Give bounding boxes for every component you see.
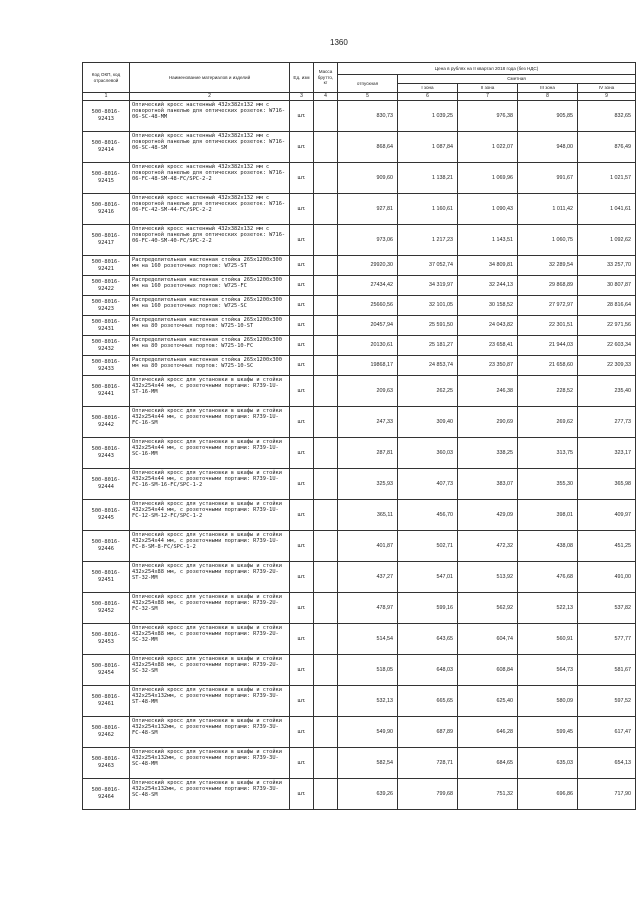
table-cell-retail-price: 29920,30 <box>338 256 398 276</box>
table-cell-retail-price: 209,63 <box>338 376 398 407</box>
table-cell-mass <box>314 779 338 810</box>
table-cell-code: 500-8016-92441 <box>83 376 130 407</box>
table-cell-zone1-price: 648,03 <box>398 655 458 686</box>
table-cell-mass <box>314 163 338 194</box>
column-index: 6 <box>398 93 458 101</box>
table-cell-code: 500-8016-92444 <box>83 469 130 500</box>
table-cell-name: Оптический кросс для установки в шкафы и стойки 432x254x132мм, с розеточными портами: R739-3U-SC-48-MM <box>130 748 290 779</box>
table-cell-mass <box>314 296 338 316</box>
table-cell-zone4-price: 577,77 <box>578 624 636 655</box>
table-cell-zone2-price: 1 143,51 <box>458 225 518 256</box>
table-cell-retail-price: 365,11 <box>338 500 398 531</box>
table-cell-unit: шт. <box>290 717 314 748</box>
table-cell-zone1-price: 1 087,84 <box>398 132 458 163</box>
table-row <box>83 655 636 686</box>
table-cell-zone1-price: 309,40 <box>398 407 458 438</box>
table-cell-zone1-price: 407,73 <box>398 469 458 500</box>
table-cell-zone2-price: 625,40 <box>458 686 518 717</box>
table-cell-code: 500-8016-92442 <box>83 407 130 438</box>
table-row <box>83 562 636 593</box>
table-cell-code: 500-8016-92453 <box>83 624 130 655</box>
table-cell-zone3-price: 398,01 <box>518 500 578 531</box>
table-cell-zone2-price: 34 809,81 <box>458 256 518 276</box>
table-cell-zone4-price: 537,82 <box>578 593 636 624</box>
column-index: 7 <box>458 93 518 101</box>
table-cell-zone4-price: 717,90 <box>578 779 636 810</box>
table-cell-zone4-price: 581,67 <box>578 655 636 686</box>
table-cell-zone3-price: 29 868,89 <box>518 276 578 296</box>
table-cell-code: 500-8016-92454 <box>83 655 130 686</box>
table-cell-zone2-price: 1 069,96 <box>458 163 518 194</box>
table-cell-unit: шт. <box>290 500 314 531</box>
table-cell-zone2-price: 30 158,52 <box>458 296 518 316</box>
table-cell-name: Оптический кросс для установки в шкафы и стойки 432x254x88 мм, с розеточными портами: R739-2U-SC-32-MM <box>130 624 290 655</box>
table-row <box>83 256 636 276</box>
table-cell-zone2-price: 290,69 <box>458 407 518 438</box>
table-cell-zone3-price: 438,08 <box>518 531 578 562</box>
header-retail: отпускная <box>338 75 398 93</box>
table-cell-unit: шт. <box>290 316 314 336</box>
table-cell-retail-price: 514,54 <box>338 624 398 655</box>
table-cell-unit: шт. <box>290 163 314 194</box>
table-cell-zone1-price: 643,65 <box>398 624 458 655</box>
table-cell-zone2-price: 246,38 <box>458 376 518 407</box>
table-cell-zone2-price: 684,65 <box>458 748 518 779</box>
header-estimate: Сметная <box>398 75 636 84</box>
table-cell-retail-price: 287,81 <box>338 438 398 469</box>
table-cell-code: 500-8016-92415 <box>83 163 130 194</box>
table-cell-code: 500-8016-92417 <box>83 225 130 256</box>
table-cell-zone3-price: 635,03 <box>518 748 578 779</box>
table-cell-zone4-price: 30 807,87 <box>578 276 636 296</box>
table-cell-code: 500-8016-92414 <box>83 132 130 163</box>
table-cell-mass <box>314 356 338 376</box>
table-cell-zone4-price: 617,47 <box>578 717 636 748</box>
table-body <box>83 101 636 810</box>
header-zone-1: I зона <box>398 84 458 93</box>
header-zone-2: II зона <box>458 84 518 93</box>
table-cell-zone2-price: 383,07 <box>458 469 518 500</box>
page-number: 1360 <box>330 38 348 47</box>
table-cell-code: 500-8016-92433 <box>83 356 130 376</box>
table-cell-unit: шт. <box>290 356 314 376</box>
table-cell-zone2-price: 562,92 <box>458 593 518 624</box>
table-cell-zone4-price: 832,65 <box>578 101 636 132</box>
table-cell-zone4-price: 277,73 <box>578 407 636 438</box>
table-row <box>83 316 636 336</box>
table-cell-name: Оптический кросс для установки в шкафы и стойки 432x254x44 мм, с розеточными портами: R739-1U-SC-16-MM <box>130 438 290 469</box>
table-cell-mass <box>314 624 338 655</box>
table-cell-code: 500-8016-92464 <box>83 779 130 810</box>
table-cell-name: Оптический кросс для установки в шкафы и стойки 432x254x44 мм, с розеточными портами: R739-1U-FC-12-SM-12-FC/SPC-1-2 <box>130 500 290 531</box>
table-cell-mass <box>314 276 338 296</box>
table-cell-zone2-price: 32 244,13 <box>458 276 518 296</box>
table-row <box>83 407 636 438</box>
table-cell-zone3-price: 32 289,54 <box>518 256 578 276</box>
table-cell-zone1-price: 728,71 <box>398 748 458 779</box>
table-cell-name: Распределительная настенная стойка 265x1200x300 мм на 80 розеточных портов: W725-10-ST <box>130 316 290 336</box>
table-row <box>83 748 636 779</box>
table-cell-mass <box>314 686 338 717</box>
table-cell-zone3-price: 27 972,97 <box>518 296 578 316</box>
table-cell-code: 500-8016-92431 <box>83 316 130 336</box>
price-table <box>82 62 636 810</box>
table-cell-code: 500-8016-92416 <box>83 194 130 225</box>
table-cell-zone4-price: 409,97 <box>578 500 636 531</box>
table-cell-name: Оптический кросс настенный 432x382x132 мм с поворотной панелью для оптических розеток: W716-06-FC-42-SM-44-FC/SPC-2-2 <box>130 194 290 225</box>
table-cell-zone3-price: 22 301,51 <box>518 316 578 336</box>
table-cell-zone3-price: 269,62 <box>518 407 578 438</box>
table-row <box>83 336 636 356</box>
table-cell-retail-price: 478,97 <box>338 593 398 624</box>
table-cell-unit: шт. <box>290 469 314 500</box>
table-cell-zone3-price: 580,09 <box>518 686 578 717</box>
table-cell-zone4-price: 1 041,61 <box>578 194 636 225</box>
table-cell-zone4-price: 1 092,62 <box>578 225 636 256</box>
table-cell-zone3-price: 21 658,60 <box>518 356 578 376</box>
column-index: 3 <box>290 93 314 101</box>
table-cell-mass <box>314 316 338 336</box>
table-cell-mass <box>314 194 338 225</box>
table-cell-zone1-price: 1 160,61 <box>398 194 458 225</box>
table-cell-zone1-price: 687,89 <box>398 717 458 748</box>
table-cell-name: Оптический кросс настенный 432x382x132 мм с поворотной панелью для оптических розеток: W716-06-SC-48-SM <box>130 132 290 163</box>
table-row <box>83 469 636 500</box>
table-cell-code: 500-8016-92451 <box>83 562 130 593</box>
table-cell-zone2-price: 751,32 <box>458 779 518 810</box>
table-cell-zone2-price: 976,38 <box>458 101 518 132</box>
table-cell-zone3-price: 21 944,03 <box>518 336 578 356</box>
table-cell-zone1-price: 1 217,23 <box>398 225 458 256</box>
table-cell-zone1-price: 37 052,74 <box>398 256 458 276</box>
table-cell-zone1-price: 24 853,74 <box>398 356 458 376</box>
table-cell-unit: шт. <box>290 624 314 655</box>
table-cell-zone3-price: 599,45 <box>518 717 578 748</box>
table-cell-name: Распределительная настенная стойка 265x1200x300 мм на 160 розеточных портов: W725-FC <box>130 276 290 296</box>
table-cell-code: 500-8016-92413 <box>83 101 130 132</box>
table-cell-name: Распределительная настенная стойка 265x1200x300 мм на 160 розеточных портов: W725-ST <box>130 256 290 276</box>
table-cell-name: Распределительная настенная стойка 265x1200x300 мм на 80 розеточных портов: W725-10-FC <box>130 336 290 356</box>
table-cell-zone4-price: 235,40 <box>578 376 636 407</box>
table-cell-name: Оптический кросс для установки в шкафы и стойки 432x254x44 мм, с розеточными портами: R739-1U-ST-16-MM <box>130 376 290 407</box>
table-cell-code: 500-8016-92443 <box>83 438 130 469</box>
table-row <box>83 194 636 225</box>
table-cell-retail-price: 582,54 <box>338 748 398 779</box>
table-cell-unit: шт. <box>290 256 314 276</box>
table-cell-zone2-price: 1 090,43 <box>458 194 518 225</box>
column-index: 4 <box>314 93 338 101</box>
table-cell-unit: шт. <box>290 296 314 316</box>
table-cell-mass <box>314 407 338 438</box>
table-cell-mass <box>314 717 338 748</box>
table-cell-mass <box>314 336 338 356</box>
header-mass: Масса брутто, кг <box>314 63 338 93</box>
header-unit: Ед. изм <box>290 63 314 93</box>
table-cell-name: Оптический кросс для установки в шкафы и стойки 432x254x44 мм, с розеточными портами: R739-1U-FC-16-SM <box>130 407 290 438</box>
table-cell-zone1-price: 360,03 <box>398 438 458 469</box>
table-cell-unit: шт. <box>290 779 314 810</box>
table-cell-name: Оптический кросс настенный 432x382x132 мм с поворотной панелью для оптических розеток: W716-06-SC-48-MM <box>130 101 290 132</box>
table-cell-code: 500-8016-92462 <box>83 717 130 748</box>
table-cell-retail-price: 401,87 <box>338 531 398 562</box>
table-cell-zone1-price: 25 591,50 <box>398 316 458 336</box>
header-zone-3: III зона <box>518 84 578 93</box>
table-cell-zone3-price: 560,91 <box>518 624 578 655</box>
column-index: 9 <box>578 93 636 101</box>
table-cell-mass <box>314 376 338 407</box>
table-cell-zone4-price: 22 603,34 <box>578 336 636 356</box>
table-cell-mass <box>314 655 338 686</box>
table-cell-unit: шт. <box>290 655 314 686</box>
table-cell-zone4-price: 323,17 <box>578 438 636 469</box>
table-cell-unit: шт. <box>290 531 314 562</box>
table-row <box>83 356 636 376</box>
table-row <box>83 376 636 407</box>
table-cell-zone1-price: 547,01 <box>398 562 458 593</box>
table-cell-retail-price: 868,64 <box>338 132 398 163</box>
table-row <box>83 438 636 469</box>
table-cell-unit: шт. <box>290 194 314 225</box>
table-cell-zone3-price: 228,52 <box>518 376 578 407</box>
table-cell-zone1-price: 665,65 <box>398 686 458 717</box>
table-cell-zone3-price: 1 060,75 <box>518 225 578 256</box>
table-cell-zone1-price: 262,25 <box>398 376 458 407</box>
table-cell-name: Распределительная настенная стойка 265x1200x300 мм на 160 розеточных портов: W725-SC <box>130 296 290 316</box>
table-cell-mass <box>314 562 338 593</box>
table-cell-mass <box>314 256 338 276</box>
table-cell-unit: шт. <box>290 562 314 593</box>
table-cell-zone1-price: 34 319,97 <box>398 276 458 296</box>
header-name: Наименование материалов и изделий <box>130 63 290 93</box>
table-cell-zone3-price: 355,30 <box>518 469 578 500</box>
table-row <box>83 593 636 624</box>
table-cell-mass <box>314 748 338 779</box>
table-cell-name: Оптический кросс для установки в шкафы и стойки 432x254x44 мм, с розеточными портами: R739-1U-FC-16-SM-16-FC/SPC-1-2 <box>130 469 290 500</box>
table-cell-unit: шт. <box>290 225 314 256</box>
table-cell-retail-price: 973,06 <box>338 225 398 256</box>
header-code: Код ОКП, код отраслевой <box>83 63 130 93</box>
column-index: 8 <box>518 93 578 101</box>
table-cell-zone1-price: 1 039,25 <box>398 101 458 132</box>
table-cell-name: Оптический кросс для установки в шкафы и стойки 432x254x88 мм, с розеточными портами: R739-2U-ST-32-MM <box>130 562 290 593</box>
table-cell-code: 500-8016-92446 <box>83 531 130 562</box>
table-cell-unit: шт. <box>290 438 314 469</box>
table-cell-zone4-price: 1 021,57 <box>578 163 636 194</box>
table-row <box>83 717 636 748</box>
table-cell-zone2-price: 604,74 <box>458 624 518 655</box>
table-cell-retail-price: 532,13 <box>338 686 398 717</box>
table-cell-name: Оптический кросс для установки в шкафы и стойки 432x254x132мм, с розеточными портами: R739-3U-FC-48-SM <box>130 717 290 748</box>
table-cell-zone2-price: 24 043,82 <box>458 316 518 336</box>
table-row <box>83 276 636 296</box>
table-cell-zone1-price: 25 181,27 <box>398 336 458 356</box>
table-cell-unit: шт. <box>290 276 314 296</box>
table-cell-retail-price: 20130,61 <box>338 336 398 356</box>
table-cell-zone1-price: 456,70 <box>398 500 458 531</box>
table-cell-unit: шт. <box>290 686 314 717</box>
table-cell-zone1-price: 1 138,21 <box>398 163 458 194</box>
table-cell-zone3-price: 948,00 <box>518 132 578 163</box>
table-cell-unit: шт. <box>290 407 314 438</box>
header-price-group: Цена в рублях на II квартал 2018 года (без НДС) <box>338 63 636 75</box>
table-cell-retail-price: 19868,17 <box>338 356 398 376</box>
table-row <box>83 686 636 717</box>
table-cell-retail-price: 909,60 <box>338 163 398 194</box>
table-cell-name: Оптический кросс для установки в шкафы и стойки 432x254x88 мм, с розеточными портами: R739-2U-FC-32-SM <box>130 593 290 624</box>
table-row <box>83 163 636 194</box>
table-cell-retail-price: 25660,56 <box>338 296 398 316</box>
table-row <box>83 132 636 163</box>
table-cell-zone4-price: 22 309,33 <box>578 356 636 376</box>
table-cell-code: 500-8016-92422 <box>83 276 130 296</box>
table-cell-retail-price: 20457,94 <box>338 316 398 336</box>
table-cell-zone4-price: 654,13 <box>578 748 636 779</box>
table-cell-retail-price: 927,81 <box>338 194 398 225</box>
table-cell-code: 500-8016-92423 <box>83 296 130 316</box>
table-cell-unit: шт. <box>290 748 314 779</box>
table-row <box>83 225 636 256</box>
table-cell-retail-price: 27434,42 <box>338 276 398 296</box>
column-index-row <box>83 93 636 101</box>
table-row <box>83 779 636 810</box>
table-cell-unit: шт. <box>290 593 314 624</box>
table-cell-retail-price: 549,90 <box>338 717 398 748</box>
table-cell-mass <box>314 593 338 624</box>
table-cell-zone3-price: 696,86 <box>518 779 578 810</box>
table-cell-mass <box>314 469 338 500</box>
table-cell-name: Оптический кросс для установки в шкафы и стойки 432x254x88 мм, с розеточными портами: R739-2U-SC-32-SM <box>130 655 290 686</box>
table-cell-mass <box>314 101 338 132</box>
table-cell-zone4-price: 22 971,56 <box>578 316 636 336</box>
table-cell-zone3-price: 991,67 <box>518 163 578 194</box>
table-cell-code: 500-8016-92432 <box>83 336 130 356</box>
table-cell-retail-price: 518,05 <box>338 655 398 686</box>
table-cell-zone2-price: 472,32 <box>458 531 518 562</box>
table-cell-name: Распределительная настенная стойка 265x1200x300 мм на 80 розеточных портов: W725-10-SC <box>130 356 290 376</box>
table-cell-retail-price: 247,33 <box>338 407 398 438</box>
table-cell-mass <box>314 500 338 531</box>
table-row <box>83 500 636 531</box>
table-cell-zone4-price: 33 257,70 <box>578 256 636 276</box>
table-cell-retail-price: 437,27 <box>338 562 398 593</box>
table-cell-zone1-price: 32 101,05 <box>398 296 458 316</box>
table-cell-retail-price: 325,93 <box>338 469 398 500</box>
table-cell-name: Оптический кросс для установки в шкафы и стойки 432x254x132мм, с розеточными портами: R739-3U-SC-48-SM <box>130 779 290 810</box>
table-cell-name: Оптический кросс для установки в шкафы и стойки 432x254x44 мм, с розеточными портами: R739-1U-FC-8-SM-8-FC/SPC-1-2 <box>130 531 290 562</box>
table-cell-retail-price: 830,73 <box>338 101 398 132</box>
table-cell-code: 500-8016-92421 <box>83 256 130 276</box>
table-cell-name: Оптический кросс настенный 432x382x132 мм с поворотной панелью для оптических розеток: W716-06-FC-48-SM-48-FC/SPC-2-2 <box>130 163 290 194</box>
table-cell-zone3-price: 564,73 <box>518 655 578 686</box>
table-cell-unit: шт. <box>290 336 314 356</box>
table-cell-zone2-price: 1 022,07 <box>458 132 518 163</box>
column-index: 2 <box>130 93 290 101</box>
table-cell-zone4-price: 597,52 <box>578 686 636 717</box>
table-cell-zone2-price: 429,09 <box>458 500 518 531</box>
table-cell-name: Оптический кросс настенный 432x382x132 мм с поворотной панелью для оптических розеток: W716-06-FC-40-SM-40-FC/SPC-2-2 <box>130 225 290 256</box>
table-cell-zone4-price: 876,49 <box>578 132 636 163</box>
table-cell-zone1-price: 502,71 <box>398 531 458 562</box>
table-cell-zone4-price: 365,98 <box>578 469 636 500</box>
table-cell-zone3-price: 905,85 <box>518 101 578 132</box>
table-cell-zone3-price: 313,75 <box>518 438 578 469</box>
table-cell-zone2-price: 338,25 <box>458 438 518 469</box>
table-cell-zone1-price: 799,68 <box>398 779 458 810</box>
table-row <box>83 624 636 655</box>
table-cell-zone3-price: 476,68 <box>518 562 578 593</box>
table-cell-zone2-price: 646,28 <box>458 717 518 748</box>
table-cell-zone2-price: 23 350,87 <box>458 356 518 376</box>
table-cell-unit: шт. <box>290 376 314 407</box>
table-cell-mass <box>314 225 338 256</box>
table-cell-zone2-price: 608,84 <box>458 655 518 686</box>
table-row <box>83 531 636 562</box>
table-cell-zone3-price: 522,13 <box>518 593 578 624</box>
table-cell-code: 500-8016-92452 <box>83 593 130 624</box>
table-cell-mass <box>314 438 338 469</box>
table-cell-mass <box>314 531 338 562</box>
table-cell-zone3-price: 1 011,42 <box>518 194 578 225</box>
table-cell-unit: шт. <box>290 132 314 163</box>
table-cell-zone4-price: 28 816,64 <box>578 296 636 316</box>
table-cell-code: 500-8016-92463 <box>83 748 130 779</box>
table-cell-mass <box>314 132 338 163</box>
table-cell-retail-price: 639,26 <box>338 779 398 810</box>
table-row <box>83 101 636 132</box>
header-zone-4: IV зона <box>578 84 636 93</box>
column-index: 5 <box>338 93 398 101</box>
table-cell-zone1-price: 599,16 <box>398 593 458 624</box>
table-cell-unit: шт. <box>290 101 314 132</box>
table-cell-zone2-price: 23 658,41 <box>458 336 518 356</box>
table-cell-code: 500-8016-92461 <box>83 686 130 717</box>
table-cell-zone2-price: 513,92 <box>458 562 518 593</box>
column-index: 1 <box>83 93 130 101</box>
table-cell-zone4-price: 491,00 <box>578 562 636 593</box>
table-cell-name: Оптический кросс для установки в шкафы и стойки 432x254x132мм, с розеточными портами: R739-3U-ST-48-MM <box>130 686 290 717</box>
table-cell-zone4-price: 451,25 <box>578 531 636 562</box>
table-cell-code: 500-8016-92445 <box>83 500 130 531</box>
table-row <box>83 296 636 316</box>
